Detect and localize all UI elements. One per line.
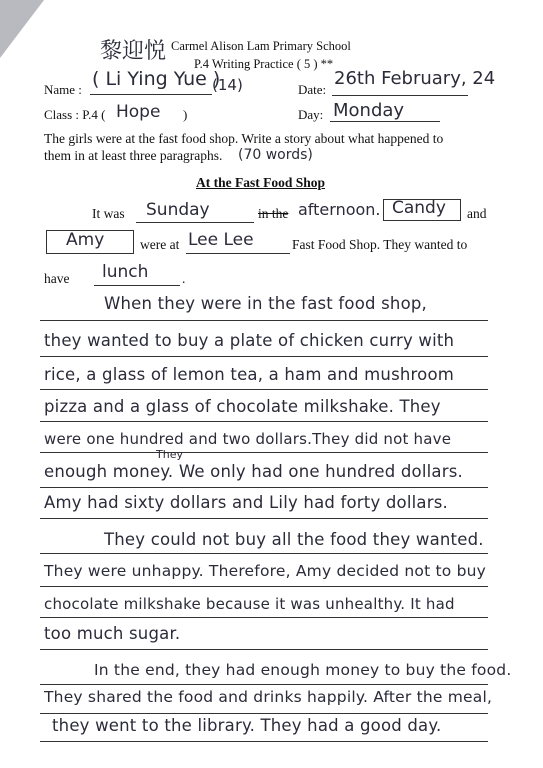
blank-shop-underline xyxy=(186,253,290,254)
story-line-10: chocolate milkshake because it was unhealthy. It had xyxy=(44,595,455,613)
name-value: ( Li Ying Yue ) xyxy=(92,68,221,90)
correction-they: They xyxy=(156,448,183,461)
ruled-line xyxy=(40,713,488,714)
class-close: ) xyxy=(183,107,188,122)
name-label: Name : xyxy=(44,82,82,97)
blank-time: afternoon. xyxy=(298,200,381,219)
story-line-2: they wanted to buy a plate of chicken curry with xyxy=(44,331,455,350)
ruled-line xyxy=(40,649,488,650)
ruled-line xyxy=(40,741,488,742)
worksheet-subtitle: P.4 Writing Practice ( 5 ) ** xyxy=(194,57,334,71)
story-line-4: pizza and a glass of chocolate milkshake. They xyxy=(44,397,441,416)
school-name: Carmel Alison Lam Primary School xyxy=(171,39,351,53)
ruled-line xyxy=(40,320,488,321)
ruled-line xyxy=(40,389,488,390)
story-fast-food-shop: Fast Food Shop. They wanted to xyxy=(292,237,468,252)
story-line-1: When they were in the fast food shop, xyxy=(104,294,428,313)
story-line-14: they went to the library. They had a good day. xyxy=(52,716,442,735)
name-underline xyxy=(90,94,212,95)
story-line-6: enough money. We only had one hundred dollars. xyxy=(44,462,463,481)
story-line-11: too much sugar. xyxy=(44,624,181,643)
date-label: Date: xyxy=(298,82,327,97)
ruled-line xyxy=(40,487,488,488)
ruled-line xyxy=(40,553,488,554)
story-title: At the Fast Food Shop xyxy=(196,175,326,190)
story-have: have xyxy=(44,271,70,286)
story-line-3: rice, a glass of lemon tea, a ham and mushroom xyxy=(44,365,455,384)
class-number: (14) xyxy=(212,76,243,94)
blank-day: Sunday xyxy=(146,200,210,220)
date-value: 26th February, 24 xyxy=(334,68,496,89)
struck-in-the: in the xyxy=(258,206,289,221)
class-value: Hope xyxy=(116,102,161,122)
story-dot: . xyxy=(182,271,186,286)
story-and: and xyxy=(467,206,487,221)
story-it-was: It was xyxy=(92,206,125,221)
story-line-7: Amy had sixty dollars and Lily had forty dollars. xyxy=(44,493,448,512)
blank-day-underline xyxy=(136,222,254,223)
blank-meal-underline xyxy=(94,285,180,286)
story-were-at: were at xyxy=(140,237,180,252)
ruled-line xyxy=(40,356,488,357)
scanned-corner-fold xyxy=(0,0,44,58)
date-underline xyxy=(332,95,468,96)
ruled-line xyxy=(40,518,488,519)
ruled-line xyxy=(40,586,488,587)
story-line-9: They were unhappy. Therefore, Amy decided not to buy xyxy=(44,562,487,580)
story-line-13: They shared the food and drinks happily. After the meal, xyxy=(44,688,493,706)
ruled-line xyxy=(40,452,488,453)
word-count-note: (70 words) xyxy=(238,147,313,163)
instructions-line-1: The girls were at the fast food shop. Write a story about what happened to xyxy=(44,131,444,146)
blank-name-2: Amy xyxy=(66,230,105,250)
ruled-line xyxy=(40,684,488,685)
story-line-8: They could not buy all the food they wanted. xyxy=(104,530,484,549)
blank-name-1: Candy xyxy=(392,198,446,218)
story-line-5: were one hundred and two dollars.They did not have xyxy=(44,430,452,448)
chinese-name: 黎迎悦 xyxy=(100,39,167,64)
ruled-line xyxy=(40,617,488,618)
day-underline xyxy=(330,121,440,122)
instructions-line-2: them in at least three paragraphs. xyxy=(44,148,223,163)
blank-shop: Lee Lee xyxy=(188,230,254,250)
ruled-line xyxy=(40,421,488,422)
class-label: Class : P.4 ( xyxy=(44,107,106,122)
day-value: Monday xyxy=(333,100,405,121)
blank-meal: lunch xyxy=(102,262,149,282)
story-line-12: In the end, they had enough money to buy the food. xyxy=(94,661,512,679)
day-label: Day: xyxy=(298,107,324,122)
